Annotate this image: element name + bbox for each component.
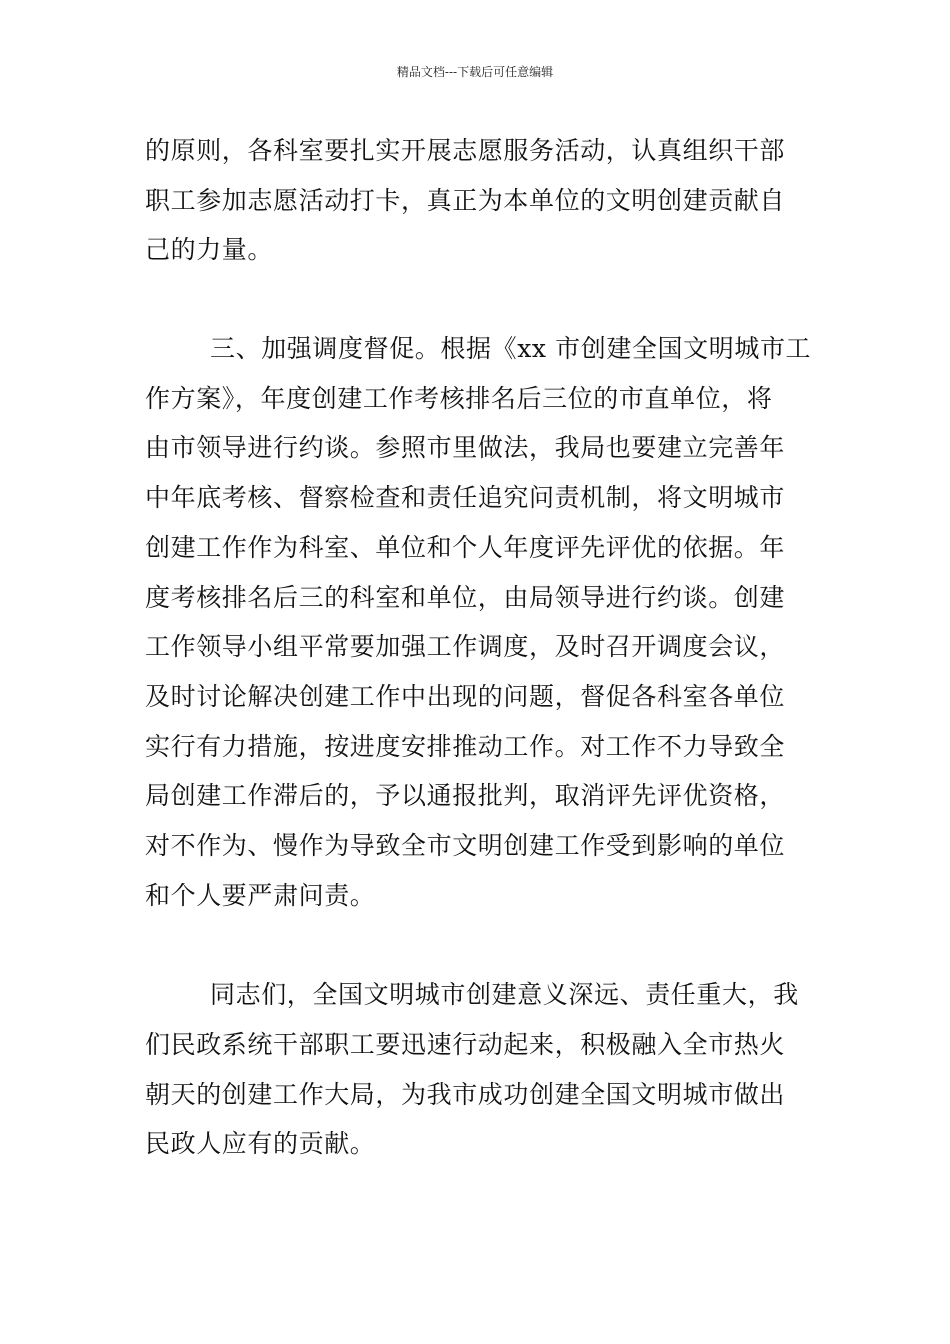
text-line: 们民政系统干部职工要迅速行动起来，积极融入全市热火: [145, 1030, 786, 1059]
text-line: 及时讨论解决创建工作中出现的问题，督促各科室各单位: [145, 681, 786, 711]
text-line: 三、加强调度督促。根据《xx 市创建全国文明城市工: [210, 334, 812, 364]
paragraph-closing: [145, 970, 810, 1169]
page-header: 精品文档---下载后可任意编辑: [396, 65, 554, 79]
text-line: 同志们，全国文明城市创建意义深远、责任重大，我: [210, 980, 799, 1010]
text-line: 度考核排名后三的科室和单位，由局领导进行约谈。创建: [145, 582, 786, 612]
text-line: 的原则，各科室要扎实开展志愿服务活动，认真组织干部: [145, 136, 786, 165]
text-line: 由市领导进行约谈。参照市里做法，我局也要建立完善年: [145, 433, 786, 463]
text-line: 对不作为、慢作为导致全市文明创建工作受到影响的单位: [145, 830, 786, 860]
paragraph-strengthen-supervision: [145, 324, 810, 920]
paragraph-principle: [145, 126, 810, 275]
document-body: [145, 126, 810, 1169]
text-line: 民政人应有的贡献。: [145, 1129, 376, 1159]
text-line: 局创建工作滞后的，予以通报批判，取消评先评优资格，: [145, 781, 786, 811]
text-line: 职工参加志愿活动打卡，真正为本单位的文明创建贡献自: [145, 185, 786, 215]
text-line: 作方案》，年度创建工作考核排名后三位的市直单位，将: [145, 383, 773, 413]
text-line: 工作领导小组平常要加强工作调度，及时召开调度会议，: [145, 632, 786, 662]
text-line: 和个人要严肃问责。: [145, 880, 376, 910]
text-line: 创建工作作为科室、单位和个人年度评先评优的依据。年: [145, 532, 786, 562]
text-line: 实行有力措施，按进度安排推动工作。对工作不力导致全: [145, 731, 786, 761]
text-line: 朝天的创建工作大局，为我市成功创建全国文明城市做出: [145, 1079, 786, 1109]
text-line: 己的力量。: [145, 235, 274, 265]
text-line: 中年底考核、督察检查和责任追究问责机制，将文明城市: [145, 483, 786, 513]
